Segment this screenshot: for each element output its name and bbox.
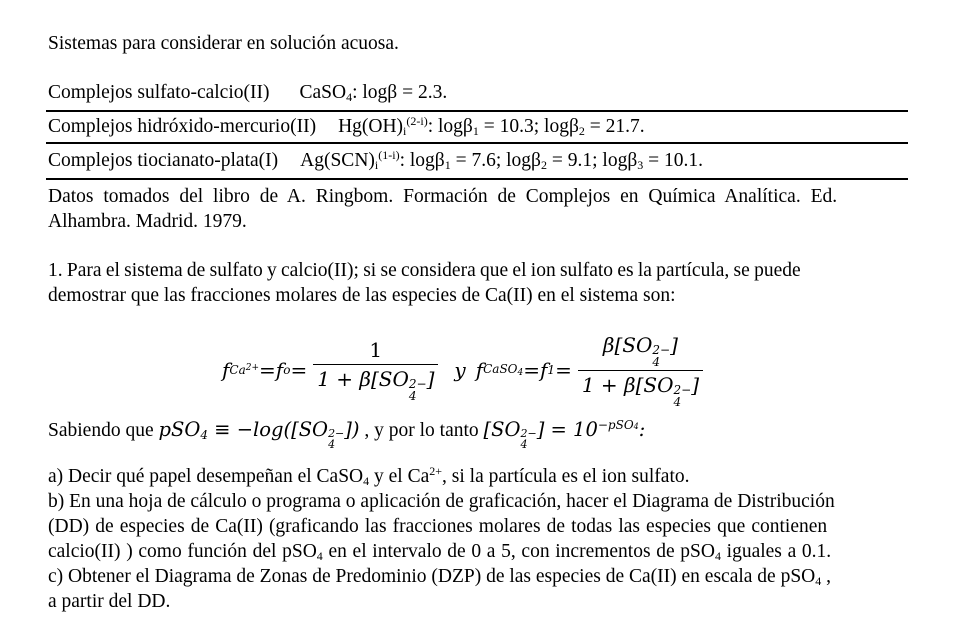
table-row-sulfato-calcio: Complejos sulfato-calcio(II) CaSO$_4$: logβ = 2.3.	[48, 82, 448, 104]
table-divider	[46, 110, 908, 112]
table-row-tiocianato-plata: Complejos tiocianato-plata(I) $Ag(SCN)_i^{(1-i)}$: logβ$_1$ = 7.6; logβ$_2$ = 9.1; logβ$_3$ = 10.1.	[48, 148, 703, 172]
table-divider	[46, 178, 908, 180]
question-b-line-3: calcio(II) ) como función del pSO$_4$ en el intervalo de 0 a 5, con incrementos de pSO$_4$ iguales a 0.1.	[48, 541, 832, 563]
row-label: Complejos tiocianato-plata(I)	[48, 150, 279, 171]
question-c-line-2: a partir del DD.	[48, 591, 171, 612]
fraction-f1: β[SO 2− 4 ] 1 + β[SO 2− 4 ]	[578, 333, 703, 408]
question-b-line-1: b) En una hoja de cálculo o programa o aplicación de graficación, hacer el Diagrama de Distribución	[48, 491, 835, 512]
question-a: a) Decir qué papel desempeñan el CaSO$_4$ y el $Ca^{2+}$, si la partícula es el ion sulfato.	[48, 464, 690, 488]
page-title: Sistemas para considerar en solución acuosa.	[48, 33, 399, 54]
table-divider	[46, 142, 908, 144]
fraction-f0: 1 1 + β[SO 2− 4 ]	[313, 338, 438, 402]
table-row-hidroxido-mercurio: Complejos hidróxido-mercurio(II) $Hg(OH)_i^{(2-i)}$: logβ$_1$ = 10.3; logβ$_2$ = 21.7.	[48, 114, 645, 138]
molar-fraction-formula: f $Ca^{2+}$ = f o = 1 1 + β[SO 2− 4 ] y f CaSO4 = f 1 = β[SO 2− 4 ] 1 + β[SO 2− 4 ]	[222, 340, 709, 400]
source-line-1: Datos tomados del libro de A. Ringbom. Formación de Complejos en Química Analítica. Ed.	[48, 186, 838, 207]
question-b-line-2: (DD) de especies de Ca(II) (graficando las fracciones molares de todas las especies que contienen	[48, 516, 828, 537]
question-c-line-1: c) Obtener el Diagrama de Zonas de Predominio (DZP) de las especies de Ca(II) en escala de pSO$_4$ ,	[48, 566, 832, 588]
row-label: Complejos sulfato-calcio(II)	[48, 82, 270, 103]
question-1-line-1: 1. Para el sistema de sulfato y calcio(II); si se considera que el ion sulfato es la partícula, se puede	[48, 260, 801, 281]
source-line-2: Alhambra. Madrid. 1979.	[48, 211, 247, 232]
row-label: Complejos hidróxido-mercurio(II)	[48, 116, 317, 137]
question-1-line-2: demostrar que las fracciones molares de las especies de Ca(II) en el sistema son:	[48, 285, 676, 306]
sabiendo-line: Sabiendo que pSO$_4$ ≡ −log([SO 2− 4 ]) , y por lo tanto [SO 2− 4 ] = $10^{-pSO4}$:	[48, 418, 646, 451]
